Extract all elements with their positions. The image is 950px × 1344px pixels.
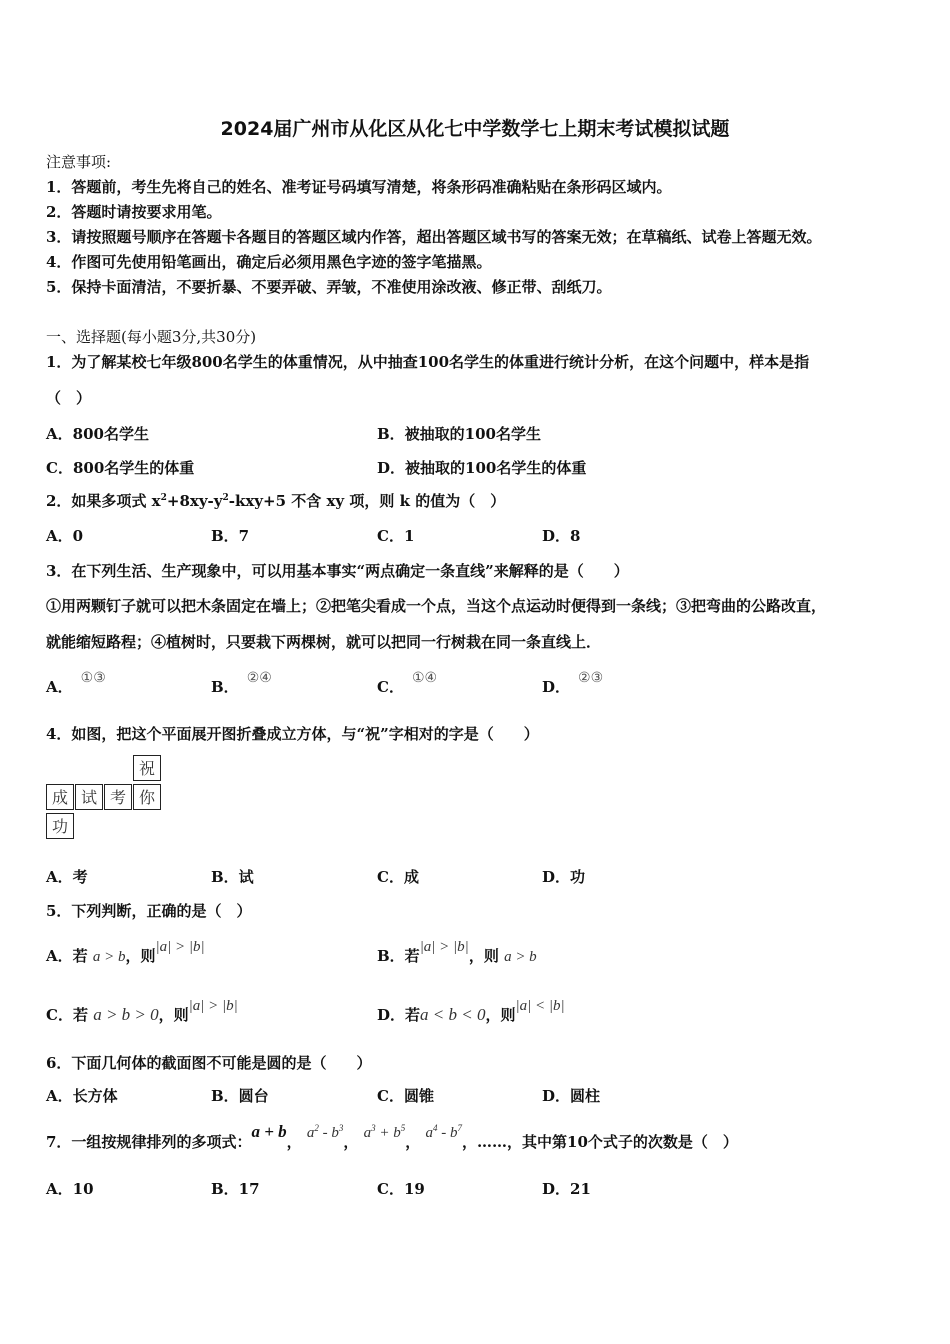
q1-paren: （ ）: [46, 389, 92, 407]
notice-item-4: 4．作图可先使用铅笔画出，确定后必须用黑色字迹的签字笔描黑。: [46, 253, 492, 271]
q3-option-c-value: ①④: [411, 670, 438, 686]
q6-stem: 6．下面几何体的截面图不可能是圆的是（ ）: [46, 1054, 372, 1072]
q5-a-cond: a > b: [92, 949, 126, 965]
q7-term-1: a + b: [251, 1122, 287, 1141]
q1-option-b: B．被抽取的100名学生: [377, 425, 541, 443]
q3-option-b-value: ②④: [246, 670, 272, 686]
q6-option-d: D．圆柱: [542, 1087, 601, 1105]
q3-line-2: ①用两颗钉子就可以把木条固定在墙上；②把笔尖看成一个点，当这个点运动时便得到一条线；③把弯曲的公路改直，: [46, 597, 827, 615]
q5-d-cond: a < b < 0: [420, 1005, 486, 1024]
q4-stem: 4．如图，把这个平面展开图折叠成立方体，与“祝”字相对的字是（ ）: [46, 725, 539, 743]
notice-item-5: 5．保持卡面清洁，不要折暴、不要弄破、弄皱，不准使用涂改液、修正带、刮纸刀。: [46, 278, 612, 296]
notice-item-1: 1．答题前，考生先将自己的姓名、准考证号码填写清楚，将条形码准确粘贴在条形码区域内。: [46, 178, 672, 196]
q6-option-c: C．圆锥: [377, 1087, 434, 1105]
q5-option-b: B．若|a| > |b|，则 a > b: [377, 939, 537, 965]
q2-stem-pre: 2．如果多项式 x: [46, 492, 161, 510]
q1-option-c: C．800名学生的体重: [46, 459, 195, 477]
notice-item-2: 2．答题时请按要求用笔。: [46, 203, 222, 221]
section-heading: 一、选择题(每小题3分,共30分): [46, 328, 257, 346]
page-title: 2024届广州市从化区从化七中学数学七上期末考试模拟试题: [220, 118, 730, 140]
q1-option-d: D．被抽取的100名学生的体重: [377, 459, 587, 477]
q7-stem-post: ，……，其中第10个式子的次数是（ ）: [462, 1133, 738, 1151]
q5-d-result: |a| < |b|: [515, 998, 565, 1014]
q2-exp-1: 2: [160, 493, 167, 503]
q2-option-b: B．7: [211, 527, 250, 545]
q2-option-d: D．8: [542, 527, 581, 545]
cube-net-cell-top: 祝: [133, 755, 161, 781]
q2-stem-post: -kxy+5 不含 xy 项，则 k 的值为（ ）: [228, 492, 506, 510]
q5-option-c: C．若 a > b > 0，则|a| > |b|: [46, 998, 238, 1024]
q7-option-a: A．10: [46, 1180, 94, 1198]
q2-exp-2: 2: [222, 493, 229, 503]
notice-heading: 注意事项:: [46, 153, 112, 171]
q5-option-a: A．若 a > b，则|a| > |b|: [46, 939, 205, 965]
q5-stem: 5．下列判断，正确的是（ ）: [46, 902, 252, 920]
q3-line-3: 就能缩短路程；④植树时，只要栽下两棵树，就可以把同一行树栽在同一条直线上．: [46, 633, 602, 651]
q3-option-a: A． ①③: [46, 670, 106, 696]
q3-option-c: C． ①④: [377, 670, 438, 696]
q1-stem: 1．为了解某校七年级800名学生的体重情况，从中抽查100名学生的体重进行统计分析，在这个问题中，样本是指: [46, 353, 810, 371]
q5-a-result: |a| > |b|: [155, 939, 205, 955]
q7-term-3: $a^3 + b^5$: [363, 1123, 406, 1141]
cube-net-cell-bottom: 功: [46, 813, 74, 839]
cube-net-cell-4: 你: [133, 784, 161, 810]
q5-c-cond: a > b > 0: [93, 1005, 159, 1024]
q7-stem-pre: 7．一组按规律排列的多项式：: [46, 1133, 252, 1151]
q6-option-a: A．长方体: [46, 1087, 118, 1105]
q7-stem: 7．一组按规律排列的多项式：a + b， $a^2 - b^3$， $a^3 + b^5$， $a^4 - b^7$，……，其中第10个式子的次数是（ ）: [46, 1122, 738, 1151]
q3-option-b: B． ②④: [211, 670, 272, 696]
q5-b-result: a > b: [504, 949, 537, 965]
q5-c-result: |a| > |b|: [188, 998, 238, 1014]
cube-net-cell-3: 考: [104, 784, 132, 810]
q7-option-d: D．21: [542, 1180, 591, 1198]
q1-option-a: A．800名学生: [46, 425, 149, 443]
q7-option-c: C．19: [377, 1180, 425, 1198]
q7-option-b: B．17: [211, 1180, 260, 1198]
q2-stem: [46, 490, 505, 511]
q4-option-b: B．试: [211, 868, 254, 886]
cube-net-cell-1: 成: [46, 784, 74, 810]
q4-option-d: D．功: [542, 868, 586, 886]
q6-option-b: B．圆台: [211, 1087, 269, 1105]
notice-item-3: 3．请按照题号顺序在答题卡各题目的答题区域内作答，超出答题区域书写的答案无效；在草稿纸、试卷上答题无效。: [46, 228, 822, 246]
q2-option-a: A．0: [46, 527, 84, 545]
q3-stem: 3．在下列生活、生产现象中，可以用基本事实“两点确定一条直线”来解释的是（ ）: [46, 562, 629, 580]
q2-stem-mid: +8xy-y: [166, 492, 223, 510]
q3-option-d: D． ②③: [542, 670, 604, 696]
q3-option-d-value: ②③: [578, 670, 604, 686]
q7-term-2: $a^2 - b^3$: [306, 1123, 344, 1141]
q5-b-cond: |a| > |b|: [419, 939, 469, 955]
cube-net-figure: [46, 755, 162, 839]
q3-option-a-value: ①③: [80, 670, 106, 686]
q4-option-a: A．考: [46, 868, 88, 886]
q5-option-d: D．若a < b < 0，则|a| < |b|: [377, 998, 565, 1024]
q2-option-c: C．1: [377, 527, 415, 545]
q4-option-c: C．成: [377, 868, 419, 886]
cube-net-cell-2: 试: [75, 784, 103, 810]
q7-term-4: $a^4 - b^7$: [425, 1123, 463, 1141]
